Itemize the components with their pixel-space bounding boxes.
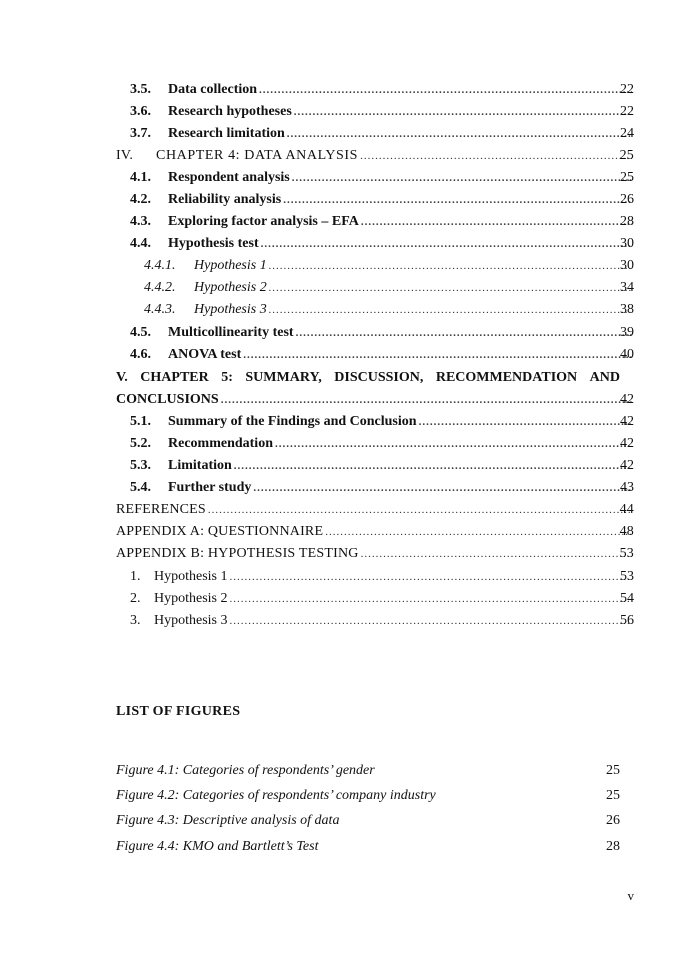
toc-entry-5-4[interactable]: 5.4. Further study ..... 43 [130,478,634,498]
toc-entry-appendix-hypothesis-2[interactable]: 2. Hypothesis 2 ..... 54 [130,589,634,609]
leader-dots [230,567,633,587]
toc-entry-appendix-hypothesis-3[interactable]: 3. Hypothesis 3 ..... 56 [130,611,634,631]
leader-dots [230,611,633,631]
leader-dots [361,212,632,232]
toc-entry-4-3[interactable]: 4.3. Exploring factor analysis – EFA ..... 28 [130,212,634,232]
toc-entry-appendix-b[interactable]: APPENDIX B: HYPOTHESIS TESTING ..... 53 [116,544,634,564]
leader-dots [296,323,632,343]
toc-entry-3-6[interactable]: 3.6. Research hypotheses ..... 22 [130,102,634,122]
toc-entry-5-2[interactable]: 5.2. Recommendation ..... 42 [130,434,634,454]
toc-entry-appendix-a[interactable]: APPENDIX A: QUESTIONNAIRE ..... 48 [116,522,634,542]
list-of-figures-heading: LIST OF FIGURES [116,704,241,719]
leader-dots [269,256,632,276]
leader-dots [269,300,632,320]
leader-dots [234,456,632,476]
leader-dots [283,190,632,210]
leader-dots [292,168,632,188]
leader-dots [259,80,632,100]
leader-dots [325,522,632,542]
leader-dots [294,102,632,122]
leader-dots [261,234,632,254]
leader-dots [253,478,632,498]
leader-dots [208,500,632,520]
toc-entry-chapter-5[interactable]: V. CHAPTER 5: SUMMARY, DISCUSSION, RECOMMENDATION AND [116,370,620,385]
leader-dots [221,390,632,410]
leader-dots [287,124,632,144]
leader-dots [230,589,633,609]
page-number: v [627,888,634,903]
figure-entry-4-1[interactable]: Figure 4.1: Categories of respondents’ gender 25 [116,763,620,778]
toc-entry-3-7[interactable]: 3.7. Research limitation ..... 24 [130,124,634,144]
toc-entry-4-4[interactable]: 4.4. Hypothesis test ..... 30 [130,234,634,254]
toc-entry-appendix-hypothesis-1[interactable]: 1. Hypothesis 1 ..... 53 [130,567,634,587]
toc-entry-references[interactable]: REFERENCES ..... 44 [116,500,634,520]
figure-entry-4-2[interactable]: Figure 4.2: Categories of respondents’ company industry 25 [116,788,620,803]
figure-entry-4-3[interactable]: Figure 4.3: Descriptive analysis of data 26 [116,813,620,828]
toc-entry-4-1[interactable]: 4.1. Respondent analysis ..... 25 [130,168,634,188]
toc-entry-4-2[interactable]: 4.2. Reliability analysis ..... 26 [130,190,634,210]
toc-entry-4-6[interactable]: 4.6. ANOVA test ..... 40 [130,345,634,365]
leader-dots [243,345,632,365]
toc-entry-4-4-3[interactable]: 4.4.3. Hypothesis 3 ..... 38 [144,300,634,320]
toc-entry-5-1[interactable]: 5.1. Summary of the Findings and Conclusion ..... 42 [130,412,634,432]
leader-dots [275,434,632,454]
toc-entry-5-3[interactable]: 5.3. Limitation ..... 42 [130,456,634,476]
leader-dots [361,544,632,564]
toc-entry-4-5[interactable]: 4.5. Multicollinearity test ..... 39 [130,323,634,343]
toc-entry-chapter-5-cont[interactable]: CONCLUSIONS ..... 42 [116,390,634,410]
toc-entry-4-4-1[interactable]: 4.4.1. Hypothesis 1 ..... 30 [144,256,634,276]
toc-entry-chapter-4[interactable]: IV. CHAPTER 4: DATA ANALYSIS ..... 25 [116,146,634,166]
toc-entry-3-5[interactable]: 3.5. Data collection ..... 22 [130,80,634,100]
leader-dots [419,412,632,432]
toc-entry-4-4-2[interactable]: 4.4.2. Hypothesis 2 ..... 34 [144,278,634,298]
figure-entry-4-4[interactable]: Figure 4.4: KMO and Bartlett’s Test 28 [116,839,620,854]
leader-dots [269,278,632,298]
leader-dots [360,146,632,166]
